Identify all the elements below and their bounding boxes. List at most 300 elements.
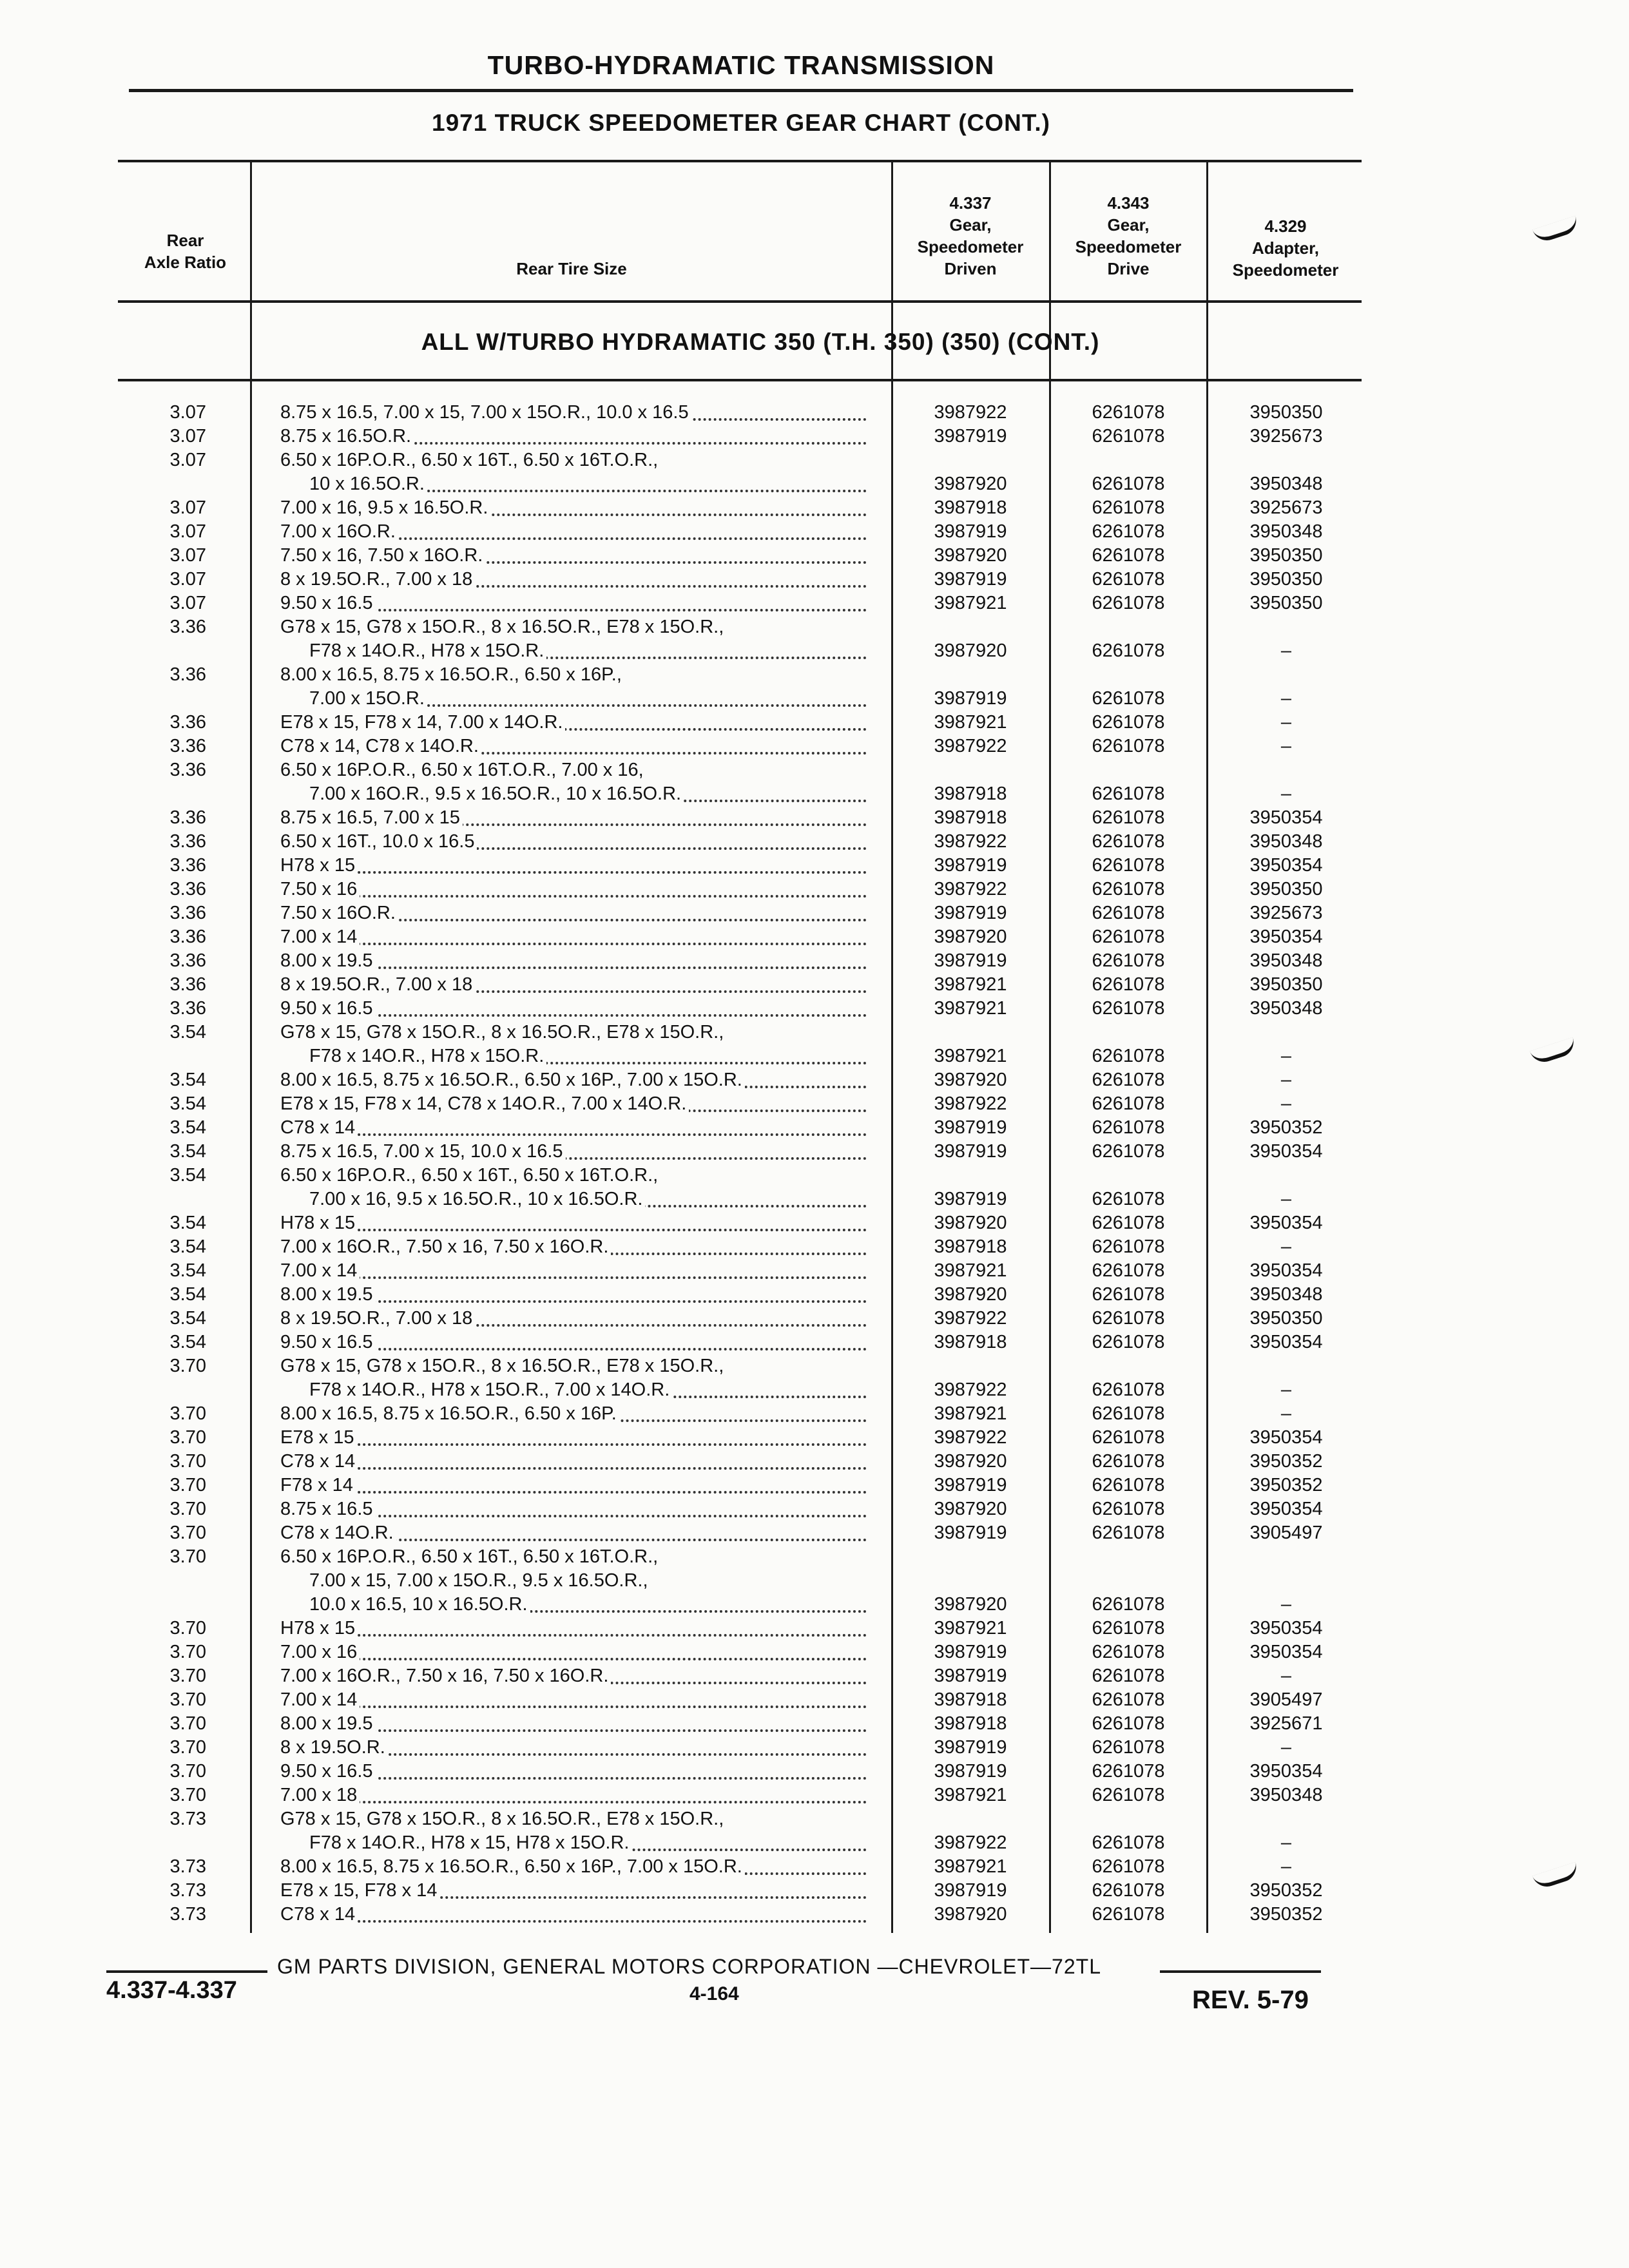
tire-size-text: 7.00 x 16O.R., 7.50 x 16, 7.50 x 16O.R.: [280, 1236, 611, 1257]
adapter-part-number: –: [1280, 1070, 1292, 1090]
drive-part-number: 6261078: [1092, 855, 1165, 876]
driven-part-number: 3987919: [934, 1642, 1007, 1662]
axle-ratio: 3.54: [169, 1141, 206, 1162]
tire-size: [309, 1378, 867, 1402]
tire-size: [280, 1521, 867, 1545]
drive-part-number: 6261078: [1092, 521, 1165, 542]
drive-part-number: 6261078: [1092, 1904, 1165, 1925]
tire-size: [280, 591, 867, 615]
drive-part-number: 6261078: [1092, 1213, 1165, 1233]
driven-part-number: 3987918: [934, 1713, 1007, 1734]
axle-ratio: 3.73: [169, 1809, 206, 1829]
drive-part-number: 6261078: [1092, 545, 1165, 566]
drive-part-number: 6261078: [1092, 1666, 1165, 1686]
axle-ratio: 3.70: [169, 1523, 206, 1543]
drive-part-number: 6261078: [1092, 402, 1165, 423]
driven-part-number: 3987921: [934, 593, 1007, 613]
driven-part-number: 3987918: [934, 497, 1007, 518]
tire-size-text: 8.00 x 19.5: [280, 1284, 376, 1305]
tire-size: [280, 949, 867, 973]
tire-size: [280, 1354, 867, 1378]
drive-part-number: 6261078: [1092, 807, 1165, 828]
tire-size-text: F78 x 14: [280, 1475, 356, 1495]
tire-size: [309, 687, 867, 711]
driven-part-number: 3987920: [934, 474, 1007, 494]
footer-page-number: 4-164: [689, 1983, 739, 2004]
dot-leader: [280, 1801, 867, 1803]
tire-size-text: 8 x 19.5O.R., 7.00 x 18: [280, 1308, 475, 1329]
axle-ratio: 3.70: [169, 1546, 206, 1567]
tire-size: [280, 1426, 867, 1450]
axle-ratio: 3.36: [169, 950, 206, 971]
drive-part-number: 6261078: [1092, 1332, 1165, 1352]
axle-ratio: 3.54: [169, 1332, 206, 1352]
driven-part-number: 3987920: [934, 1070, 1007, 1090]
adapter-part-number: 3950348: [1249, 831, 1323, 852]
driven-part-number: 3987919: [934, 1761, 1007, 1782]
tire-size-text: 7.50 x 16, 7.50 x 16O.R.: [280, 545, 485, 566]
adapter-part-number: –: [1280, 1594, 1292, 1615]
drive-part-number: 6261078: [1092, 998, 1165, 1019]
adapter-part-number: 3950354: [1249, 1499, 1323, 1519]
axle-ratio: 3.70: [169, 1666, 206, 1686]
drive-part-number: 6261078: [1092, 950, 1165, 971]
drive-part-number: 6261078: [1092, 593, 1165, 613]
tire-size-text: G78 x 15, G78 x 15O.R., 8 x 16.5O.R., E78 x 15O.R.,: [280, 1022, 726, 1043]
tire-size: [280, 1331, 867, 1354]
adapter-part-number: 3950350: [1249, 593, 1323, 613]
drive-part-number: 6261078: [1092, 1070, 1165, 1090]
driven-part-number: 3987921: [934, 1046, 1007, 1066]
axle-ratio: 3.07: [169, 545, 206, 566]
driven-part-number: 3987921: [934, 1260, 1007, 1281]
tire-size-text: C78 x 14, C78 x 14O.R.: [280, 736, 481, 756]
binder-mark: [1532, 216, 1580, 244]
tire-size: [280, 806, 867, 830]
tire-size-text: 8.75 x 16.5: [280, 1499, 376, 1519]
tire-size: [280, 1664, 867, 1688]
tire-size: [280, 1497, 867, 1521]
adapter-part-number: –: [1280, 736, 1292, 756]
tire-size: [280, 735, 867, 758]
adapter-part-number: 3950350: [1249, 402, 1323, 423]
tire-size-text: 7.00 x 15, 7.00 x 15O.R., 9.5 x 16.5O.R.,: [309, 1570, 651, 1591]
tire-size-text: 7.00 x 18: [280, 1785, 360, 1805]
adapter-part-number: 3925671: [1249, 1713, 1323, 1734]
driven-part-number: 3987921: [934, 1856, 1007, 1877]
header-bottom-rule: [118, 300, 1362, 303]
footer-revision: REV. 5-79: [1192, 1986, 1309, 2014]
page-title: TURBO-HYDRAMATIC TRANSMISSION: [487, 50, 995, 80]
dot-leader: [280, 1658, 867, 1660]
axle-ratio: 3.36: [169, 617, 206, 637]
adapter-part-number: 3950352: [1249, 1880, 1323, 1901]
tire-size: [280, 520, 867, 544]
tire-size-text: 7.00 x 14: [280, 927, 360, 947]
tire-size: [280, 1092, 867, 1116]
adapter-part-number: –: [1280, 1236, 1292, 1257]
drive-part-number: 6261078: [1092, 1832, 1165, 1853]
tire-size-text: H78 x 15: [280, 855, 358, 876]
tire-size: [280, 1307, 867, 1331]
tire-size-text: G78 x 15, G78 x 15O.R., 8 x 16.5O.R., E78 x 15O.R.,: [280, 1356, 726, 1376]
col-header-drive: 4.343 Gear, Speedometer Drive: [1075, 193, 1182, 278]
adapter-part-number: 3950354: [1249, 855, 1323, 876]
tire-size: [280, 1259, 867, 1283]
driven-part-number: 3987920: [934, 545, 1007, 566]
drive-part-number: 6261078: [1092, 879, 1165, 899]
tire-size: [280, 878, 867, 901]
axle-ratio: 3.70: [169, 1761, 206, 1782]
axle-ratio: 3.36: [169, 736, 206, 756]
tire-size: [309, 1044, 867, 1068]
adapter-part-number: 3950354: [1249, 1761, 1323, 1782]
tire-size: [309, 1831, 867, 1855]
tire-size: [280, 1140, 867, 1164]
driven-part-number: 3987918: [934, 807, 1007, 828]
axle-ratio: 3.70: [169, 1475, 206, 1495]
tire-size: [280, 663, 867, 687]
driven-part-number: 3987922: [934, 831, 1007, 852]
tire-size-text: E78 x 15: [280, 1427, 356, 1448]
driven-part-number: 3987919: [934, 1117, 1007, 1138]
dot-leader: [280, 1276, 867, 1279]
tire-size-text: E78 x 15, F78 x 14, 7.00 x 14O.R.: [280, 712, 565, 733]
axle-ratio: 3.54: [169, 1165, 206, 1186]
driven-part-number: 3987920: [934, 1499, 1007, 1519]
tire-size-text: F78 x 14O.R., H78 x 15, H78 x 15O.R.: [309, 1832, 631, 1853]
tire-size: [309, 1593, 867, 1617]
tire-size: [280, 448, 867, 472]
adapter-part-number: 3950348: [1249, 474, 1323, 494]
tire-size: [280, 1617, 867, 1640]
driven-part-number: 3987921: [934, 1618, 1007, 1639]
drive-part-number: 6261078: [1092, 1785, 1165, 1805]
axle-ratio: 3.54: [169, 1070, 206, 1090]
drive-part-number: 6261078: [1092, 1141, 1165, 1162]
tire-size-text: E78 x 15, F78 x 14, C78 x 14O.R., 7.00 x 14O.R.: [280, 1093, 689, 1114]
drive-part-number: 6261078: [1092, 1737, 1165, 1758]
dot-leader: [280, 1229, 867, 1231]
tire-size: [280, 758, 867, 782]
tire-size-text: 7.00 x 14: [280, 1260, 360, 1281]
tire-size: [280, 1903, 867, 1927]
tire-size-text: 8.00 x 16.5, 8.75 x 16.5O.R., 6.50 x 16P., 7.00 x 15O.R.: [280, 1856, 745, 1877]
tire-size: [280, 401, 867, 425]
driven-part-number: 3987921: [934, 998, 1007, 1019]
driven-part-number: 3987922: [934, 879, 1007, 899]
driven-part-number: 3987919: [934, 1737, 1007, 1758]
tire-size: [280, 1068, 867, 1092]
footer-rule-right: [1160, 1970, 1321, 1973]
drive-part-number: 6261078: [1092, 974, 1165, 995]
tire-size-text: C78 x 14O.R.: [280, 1523, 396, 1543]
axle-ratio: 3.54: [169, 1284, 206, 1305]
tire-size-text: 7.00 x 14: [280, 1689, 360, 1710]
axle-ratio: 3.70: [169, 1451, 206, 1472]
tire-size-text: H78 x 15: [280, 1618, 358, 1639]
adapter-part-number: –: [1280, 1046, 1292, 1066]
adapter-part-number: 3950350: [1249, 974, 1323, 995]
tire-size: [280, 1545, 867, 1569]
tire-size: [280, 901, 867, 925]
drive-part-number: 6261078: [1092, 1117, 1165, 1138]
driven-part-number: 3987919: [934, 950, 1007, 971]
tire-size-text: G78 x 15, G78 x 15O.R., 8 x 16.5O.R., E78 x 15O.R.,: [280, 1809, 726, 1829]
tire-size: [280, 1283, 867, 1307]
tire-size: [280, 1783, 867, 1807]
footer-code: 4.337-4.337: [106, 1977, 237, 2004]
tire-size: [280, 1021, 867, 1044]
tire-size-text: 8 x 19.5O.R., 7.00 x 18: [280, 569, 475, 590]
drive-part-number: 6261078: [1092, 1093, 1165, 1114]
tire-size-text: 9.50 x 16.5: [280, 1332, 376, 1352]
adapter-part-number: –: [1280, 1666, 1292, 1686]
tire-size: [280, 1116, 867, 1140]
driven-part-number: 3987921: [934, 712, 1007, 733]
drive-part-number: 6261078: [1092, 736, 1165, 756]
dot-leader: [280, 1706, 867, 1708]
tire-size: [280, 1164, 867, 1187]
tire-size-text: 7.00 x 16O.R., 9.5 x 16.5O.R., 10 x 16.5O.R.: [309, 783, 684, 804]
axle-ratio: 3.07: [169, 402, 206, 423]
adapter-part-number: 3950354: [1249, 807, 1323, 828]
drive-part-number: 6261078: [1092, 688, 1165, 709]
driven-part-number: 3987920: [934, 1284, 1007, 1305]
adapter-part-number: –: [1280, 783, 1292, 804]
col-header-ratio: Rear Axle Ratio: [144, 231, 227, 272]
tire-size-text: 8.75 x 16.5, 7.00 x 15, 7.00 x 15O.R., 10.0 x 16.5: [280, 402, 691, 423]
driven-part-number: 3987922: [934, 1832, 1007, 1853]
dot-leader: [280, 1443, 867, 1446]
drive-part-number: 6261078: [1092, 1761, 1165, 1782]
adapter-part-number: 3950350: [1249, 1308, 1323, 1329]
drive-part-number: 6261078: [1092, 1046, 1165, 1066]
tire-size-text: 10 x 16.5O.R.: [309, 474, 427, 494]
drive-part-number: 6261078: [1092, 569, 1165, 590]
adapter-part-number: 3950354: [1249, 927, 1323, 947]
dot-leader: [280, 1634, 867, 1637]
driven-part-number: 3987919: [934, 1666, 1007, 1686]
tire-size-text: 9.50 x 16.5: [280, 593, 376, 613]
tire-size-text: 7.00 x 16O.R., 7.50 x 16, 7.50 x 16O.R.: [280, 1666, 611, 1686]
axle-ratio: 3.07: [169, 497, 206, 518]
adapter-part-number: –: [1280, 1093, 1292, 1114]
adapter-part-number: 3950348: [1249, 1785, 1323, 1805]
dot-leader: [280, 1467, 867, 1470]
tire-size-text: 7.00 x 16, 9.5 x 16.5O.R.: [280, 497, 490, 518]
tire-size: [280, 830, 867, 854]
axle-ratio: 3.70: [169, 1499, 206, 1519]
adapter-part-number: 3950352: [1249, 1904, 1323, 1925]
tire-size: [280, 1235, 867, 1259]
drive-part-number: 6261078: [1092, 903, 1165, 923]
drive-part-number: 6261078: [1092, 1260, 1165, 1281]
drive-part-number: 6261078: [1092, 1713, 1165, 1734]
axle-ratio: 3.54: [169, 1093, 206, 1114]
drive-part-number: 6261078: [1092, 712, 1165, 733]
axle-ratio: 3.54: [169, 1022, 206, 1043]
axle-ratio: 3.07: [169, 593, 206, 613]
tire-size-text: C78 x 14: [280, 1117, 358, 1138]
adapter-part-number: 3905497: [1249, 1523, 1323, 1543]
axle-ratio: 3.70: [169, 1427, 206, 1448]
drive-part-number: 6261078: [1092, 1189, 1165, 1209]
tire-size-text: 8.00 x 19.5: [280, 1713, 376, 1734]
drive-part-number: 6261078: [1092, 831, 1165, 852]
axle-ratio: 3.36: [169, 712, 206, 733]
dot-leader: [280, 1491, 867, 1494]
driven-part-number: 3987919: [934, 569, 1007, 590]
axle-ratio: 3.73: [169, 1880, 206, 1901]
axle-ratio: 3.70: [169, 1785, 206, 1805]
drive-part-number: 6261078: [1092, 1594, 1165, 1615]
adapter-part-number: 3950350: [1249, 545, 1323, 566]
axle-ratio: 3.36: [169, 903, 206, 923]
adapter-part-number: 3950354: [1249, 1642, 1323, 1662]
drive-part-number: 6261078: [1092, 1499, 1165, 1519]
adapter-part-number: –: [1280, 1856, 1292, 1877]
adapter-part-number: –: [1280, 712, 1292, 733]
tire-size-text: 7.50 x 16: [280, 879, 360, 899]
adapter-part-number: 3950348: [1249, 1284, 1323, 1305]
axle-ratio: 3.54: [169, 1260, 206, 1281]
tire-size: [309, 1569, 896, 1593]
axle-ratio: 3.36: [169, 831, 206, 852]
adapter-part-number: 3950354: [1249, 1141, 1323, 1162]
driven-part-number: 3987920: [934, 640, 1007, 661]
driven-part-number: 3987920: [934, 1213, 1007, 1233]
tire-size-text: 8.00 x 16.5, 8.75 x 16.5O.R., 6.50 x 16P., 7.00 x 15O.R.: [280, 1070, 745, 1090]
tire-size: [309, 639, 867, 663]
adapter-part-number: 3950354: [1249, 1427, 1323, 1448]
axle-ratio: 3.70: [169, 1618, 206, 1639]
drive-part-number: 6261078: [1092, 1618, 1165, 1639]
tire-size-text: 8 x 19.5O.R., 7.00 x 18: [280, 974, 475, 995]
adapter-part-number: 3950350: [1249, 879, 1323, 899]
tire-size: [280, 496, 867, 520]
driven-part-number: 3987921: [934, 1785, 1007, 1805]
tire-size-text: 8.00 x 19.5: [280, 950, 376, 971]
drive-part-number: 6261078: [1092, 1403, 1165, 1424]
driven-part-number: 3987919: [934, 1880, 1007, 1901]
adapter-part-number: –: [1280, 1403, 1292, 1424]
driven-part-number: 3987919: [934, 688, 1007, 709]
drive-part-number: 6261078: [1092, 1689, 1165, 1710]
adapter-part-number: –: [1280, 1737, 1292, 1758]
divider-ratio: [250, 161, 252, 1933]
tire-size: [280, 1640, 867, 1664]
drive-part-number: 6261078: [1092, 783, 1165, 804]
drive-part-number: 6261078: [1092, 1451, 1165, 1472]
footer-rule-left: [106, 1970, 267, 1973]
tire-size: [280, 854, 867, 878]
axle-ratio: 3.36: [169, 855, 206, 876]
drive-part-number: 6261078: [1092, 1427, 1165, 1448]
driven-part-number: 3987919: [934, 1523, 1007, 1543]
adapter-part-number: 3950348: [1249, 950, 1323, 971]
drive-part-number: 6261078: [1092, 426, 1165, 447]
adapter-part-number: 3950352: [1249, 1117, 1323, 1138]
drive-part-number: 6261078: [1092, 1642, 1165, 1662]
drive-part-number: 6261078: [1092, 1379, 1165, 1400]
driven-part-number: 3987919: [934, 1189, 1007, 1209]
tire-size-text: 8 x 19.5O.R.: [280, 1737, 388, 1758]
adapter-part-number: –: [1280, 1379, 1292, 1400]
adapter-part-number: 3950348: [1249, 998, 1323, 1019]
adapter-part-number: 3950354: [1249, 1332, 1323, 1352]
adapter-part-number: –: [1280, 688, 1292, 709]
tire-size: [309, 782, 867, 806]
page-subtitle: 1971 TRUCK SPEEDOMETER GEAR CHART (CONT.): [432, 110, 1050, 136]
tire-size-text: 6.50 x 16P.O.R., 6.50 x 16T., 6.50 x 16T.O.R.,: [280, 1546, 660, 1567]
dot-leader: [280, 1133, 867, 1136]
adapter-part-number: 3925673: [1249, 497, 1323, 518]
adapter-part-number: –: [1280, 1832, 1292, 1853]
driven-part-number: 3987920: [934, 1594, 1007, 1615]
adapter-part-number: –: [1280, 640, 1292, 661]
axle-ratio: 3.07: [169, 521, 206, 542]
driven-part-number: 3987920: [934, 1451, 1007, 1472]
tire-size: [280, 997, 867, 1021]
tire-size-text: 7.00 x 16: [280, 1642, 360, 1662]
axle-ratio: 3.70: [169, 1356, 206, 1376]
tire-size-text: 6.50 x 16T., 10.0 x 16.5: [280, 831, 477, 852]
tire-size: [280, 1402, 867, 1426]
drive-part-number: 6261078: [1092, 1880, 1165, 1901]
drive-part-number: 6261078: [1092, 1308, 1165, 1329]
drive-part-number: 6261078: [1092, 927, 1165, 947]
tire-size: [280, 1712, 867, 1736]
driven-part-number: 3987919: [934, 1475, 1007, 1495]
driven-part-number: 3987922: [934, 1308, 1007, 1329]
tire-size-text: E78 x 15, F78 x 14: [280, 1880, 439, 1901]
tire-size-text: F78 x 14O.R., H78 x 15O.R.: [309, 1046, 546, 1066]
axle-ratio: 3.36: [169, 664, 206, 685]
axle-ratio: 3.36: [169, 879, 206, 899]
adapter-part-number: 3950352: [1249, 1451, 1323, 1472]
tire-size: [280, 711, 867, 735]
tire-size-text: 9.50 x 16.5: [280, 998, 376, 1019]
axle-ratio: 3.07: [169, 426, 206, 447]
col-header-driven: 4.337 Gear, Speedometer Driven: [917, 193, 1024, 278]
footer-publisher: GM PARTS DIVISION, GENERAL MOTORS CORPORATION —CHEVROLET—72TL: [277, 1955, 1101, 1978]
drive-part-number: 6261078: [1092, 1475, 1165, 1495]
driven-part-number: 3987919: [934, 903, 1007, 923]
tire-size-text: H78 x 15: [280, 1213, 358, 1233]
adapter-part-number: –: [1280, 1189, 1292, 1209]
driven-part-number: 3987922: [934, 1379, 1007, 1400]
section-title: ALL W/TURBO HYDRAMATIC 350 (T.H. 350) (350) (CONT.): [421, 329, 1100, 355]
axle-ratio: 3.36: [169, 998, 206, 1019]
driven-part-number: 3987919: [934, 521, 1007, 542]
tire-size: [280, 568, 867, 591]
tire-size-text: 8.75 x 16.5, 7.00 x 15: [280, 807, 463, 828]
adapter-part-number: 3905497: [1249, 1689, 1323, 1710]
drive-part-number: 6261078: [1092, 640, 1165, 661]
tire-size: [309, 1187, 867, 1211]
driven-part-number: 3987920: [934, 927, 1007, 947]
adapter-part-number: 3950352: [1249, 1475, 1323, 1495]
adapter-part-number: 3925673: [1249, 903, 1323, 923]
adapter-part-number: 3950350: [1249, 569, 1323, 590]
driven-part-number: 3987918: [934, 1332, 1007, 1352]
driven-part-number: 3987922: [934, 402, 1007, 423]
tire-size-text: 10.0 x 16.5, 10 x 16.5O.R.: [309, 1594, 530, 1615]
adapter-part-number: 3950354: [1249, 1260, 1323, 1281]
driven-part-number: 3987918: [934, 1689, 1007, 1710]
axle-ratio: 3.54: [169, 1236, 206, 1257]
